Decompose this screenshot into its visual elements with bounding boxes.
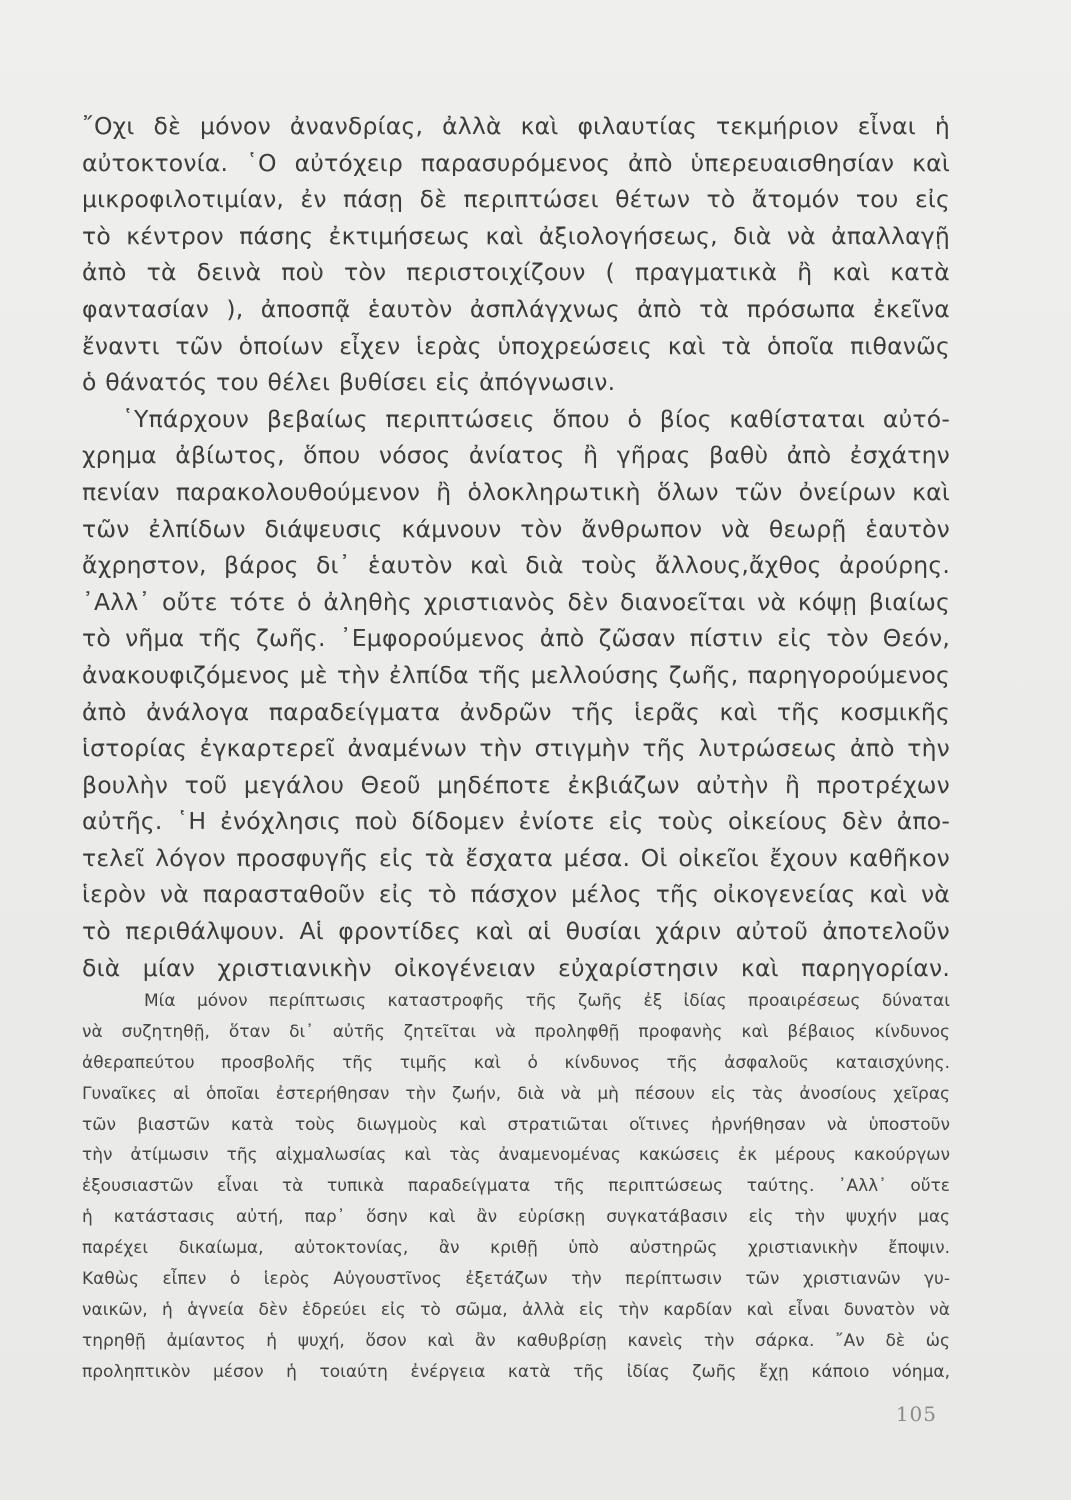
text-line: τῶν ἐλπίδων διάψευσις κάμνουν τὸν ἄνθρωπον νὰ θεωρῇ ἑαυτὸν — [82, 514, 950, 543]
text-line: τὸ περιθάλψουν. Αἱ φροντίδες καὶ αἱ θυσίαι χάριν αὐτοῦ ἀποτελοῦν — [82, 917, 950, 946]
page-number: 105 — [895, 1402, 937, 1426]
text-line: ἄχρηστον, βάρος δι᾿ ἑαυτὸν καὶ διὰ τοὺς ἄλλους,ἄχθος ἀρούρης. — [82, 551, 950, 580]
text-line: ἱερὸν νὰ παρασταθοῦν εἰς τὸ πάσχον μέλος τῆς οἰκογενείας καὶ νὰ — [82, 880, 950, 909]
footnote-line: ἡ κατάστασις αὐτή, παρ᾿ ὅσην καὶ ἂν εὑρίσκῃ συγκατάβασιν εἰς τὴν ψυχήν μας — [82, 1207, 950, 1228]
footnote-line: τηρηθῇ ἀμίαντος ἡ ψυχή, ὅσον καὶ ἂν καθυβρίσῃ κανεὶς τὴν σάρκα. ῎Αν δὲ ὡς — [82, 1330, 950, 1351]
footnote-line: ἐξουσιαστῶν εἶναι τὰ τυπικὰ παραδείγματα τῆς περιπτώσεως ταύτης. ᾿Αλλ᾿ οὔτε — [82, 1176, 950, 1197]
text-line: διὰ μίαν χριστιανικὴν οἰκογένειαν εὐχαρίστησιν καὶ παρηγορίαν. — [82, 953, 950, 982]
text-line: ῎Οχι δὲ μόνον ἀνανδρίας, ἀλλὰ καὶ φιλαυτίας τεκμήριον εἶναι ἡ — [82, 112, 950, 140]
text-line: τελεῖ λόγον προσφυγῆς εἰς τὰ ἔσχατα μέσα. Οἱ οἰκεῖοι ἔχουν καθῆκον — [82, 843, 950, 872]
footnote-line: Γυναῖκες αἱ ὁποῖαι ἐστερήθησαν τὴν ζωήν, διὰ νὰ μὴ πέσουν εἰς τὰς ἀνοσίους χεῖρας — [82, 1083, 950, 1104]
text-line: τὸ κέντρον πάσης ἐκτιμήσεως καὶ ἀξιολογήσεως, διὰ νὰ ἀπαλλαγῇ — [82, 221, 950, 250]
text-line: αὐτῆς. ῾Η ἐνόχλησις ποὺ δίδομεν ἐνίοτε εἰς τοὺς οἰκείους δὲν ἀπο- — [82, 807, 950, 836]
text-line: ῾Υπάρχουν βεβαίως περιπτώσεις ὅπου ὁ βίος καθίσταται αὐτό- — [122, 404, 950, 433]
main-text — [82, 108, 950, 986]
footnote-line: Καθὼς εἶπεν ὁ ἱερὸς Αὐγουστῖνος ἐξετάζων τὴν περίπτωσιν τῶν χριστιανῶν γυ- — [82, 1269, 950, 1290]
text-line: ὁ θάνατός του θέλει βυθίσει εἰς ἀπόγνωσιν. — [82, 368, 616, 397]
text-line: ᾿Αλλ᾿ οὔτε τότε ὁ ἀληθὴς χριστιανὸς δὲν διανοεῖται νὰ κόψῃ βιαίως — [82, 587, 950, 616]
text-line: βουλὴν τοῦ μεγάλου Θεοῦ μηδέποτε ἐκβιάζων αὐτὴν ἢ προτρέχων — [82, 770, 950, 799]
footnote-line: ναικῶν, ἡ ἁγνεία δὲν ἑδρεύει εἰς τὸ σῶμα, ἀλλὰ εἰς τὴν καρδίαν καὶ εἶναι δυνατὸν νὰ — [82, 1299, 950, 1320]
text-line: τὸ νῆμα τῆς ζωῆς. ᾿Εμφορούμενος ἀπὸ ζῶσαν πίστιν εἰς τὸν Θεόν, — [82, 624, 950, 653]
text-line: ἀπὸ τὰ δεινὰ ποὺ τὸν περιστοιχίζουν ( πραγματικὰ ἢ καὶ κατὰ — [82, 258, 950, 287]
footnote-line: νὰ συζητηθῇ, ὅταν δι᾿ αὐτῆς ζητεῖται νὰ προληφθῇ προφανὴς καὶ βέβαιος κίνδυνος — [82, 1021, 950, 1042]
text-line: φαντασίαν ), ἀποσπᾷ ἑαυτὸν ἀσπλάγχνως ἀπὸ τὰ πρόσωπα ἐκεῖνα — [82, 294, 950, 323]
text-line: ἀνακουφιζόμενος μὲ τὴν ἐλπίδα τῆς μελλούσης ζωῆς, παρηγορούμενος — [82, 660, 950, 689]
text-line: αὐτοκτονία. ῾Ο αὐτόχειρ παρασυρόμενος ἀπὸ ὑπερευαισθησίαν καὶ — [82, 148, 950, 177]
footnote-line: ἀθεραπεύτου προσβολῆς τῆς τιμῆς καὶ ὁ κίνδυνος τῆς ἀσφαλοῦς καταισχύνης. — [82, 1052, 950, 1073]
text-line: μικροφιλοτιμίαν, ἐν πάσῃ δὲ περιπτώσει θέτων τὸ ἄτομόν του εἰς — [82, 185, 950, 214]
footnote-line: προληπτικὸν μέσον ἡ τοιαύτη ἐνέργεια κατὰ τῆς ἰδίας ζωῆς ἔχῃ κάποιο νόημα, — [82, 1361, 950, 1382]
text-line: ἀπὸ ἀνάλογα παραδείγματα ἀνδρῶν τῆς ἱερᾶς καὶ τῆς κοσμικῆς — [82, 697, 950, 726]
footnote-line: παρέχει δικαίωμα, αὐτοκτονίας, ἂν κριθῇ ὑπὸ αὐστηρῶς χριστιανικὴν ἔποψιν. — [82, 1238, 950, 1259]
footnote-line: τῶν βιαστῶν κατὰ τοὺς διωγμοὺς καὶ στρατιῶται οἵτινες ἠρνήθησαν νὰ ὑποστοῦν — [82, 1114, 950, 1135]
text-line: χρημα ἀβίωτος, ὅπου νόσος ἀνίατος ἢ γῆρας βαθὺ ἀπὸ ἐσχάτην — [82, 441, 950, 470]
text-line: ἱστορίας ἐγκαρτερεῖ ἀναμένων τὴν στιγμὴν τῆς λυτρώσεως ἀπὸ τὴν — [82, 734, 950, 763]
footnote-line: τὴν ἀτίμωσιν τῆς αἰχμαλωσίας καὶ τὰς ἀναμενομένας κακώσεις ἐκ μέρους κακούργων — [82, 1145, 950, 1166]
text-line: πενίαν παρακολουθούμενον ἢ ὁλοκληρωτικὴ ὅλων τῶν ὀνείρων καὶ — [82, 477, 950, 506]
text-line: ἔναντι τῶν ὁποίων εἶχεν ἱερὰς ὑποχρεώσεις καὶ τὰ ὁποῖα πιθανῶς — [82, 331, 950, 360]
footnote-line: Μία μόνον περίπτωσις καταστροφῆς τῆς ζωῆς ἐξ ἰδίας προαιρέσεως δύναται — [144, 991, 950, 1011]
footnote — [82, 986, 950, 1388]
